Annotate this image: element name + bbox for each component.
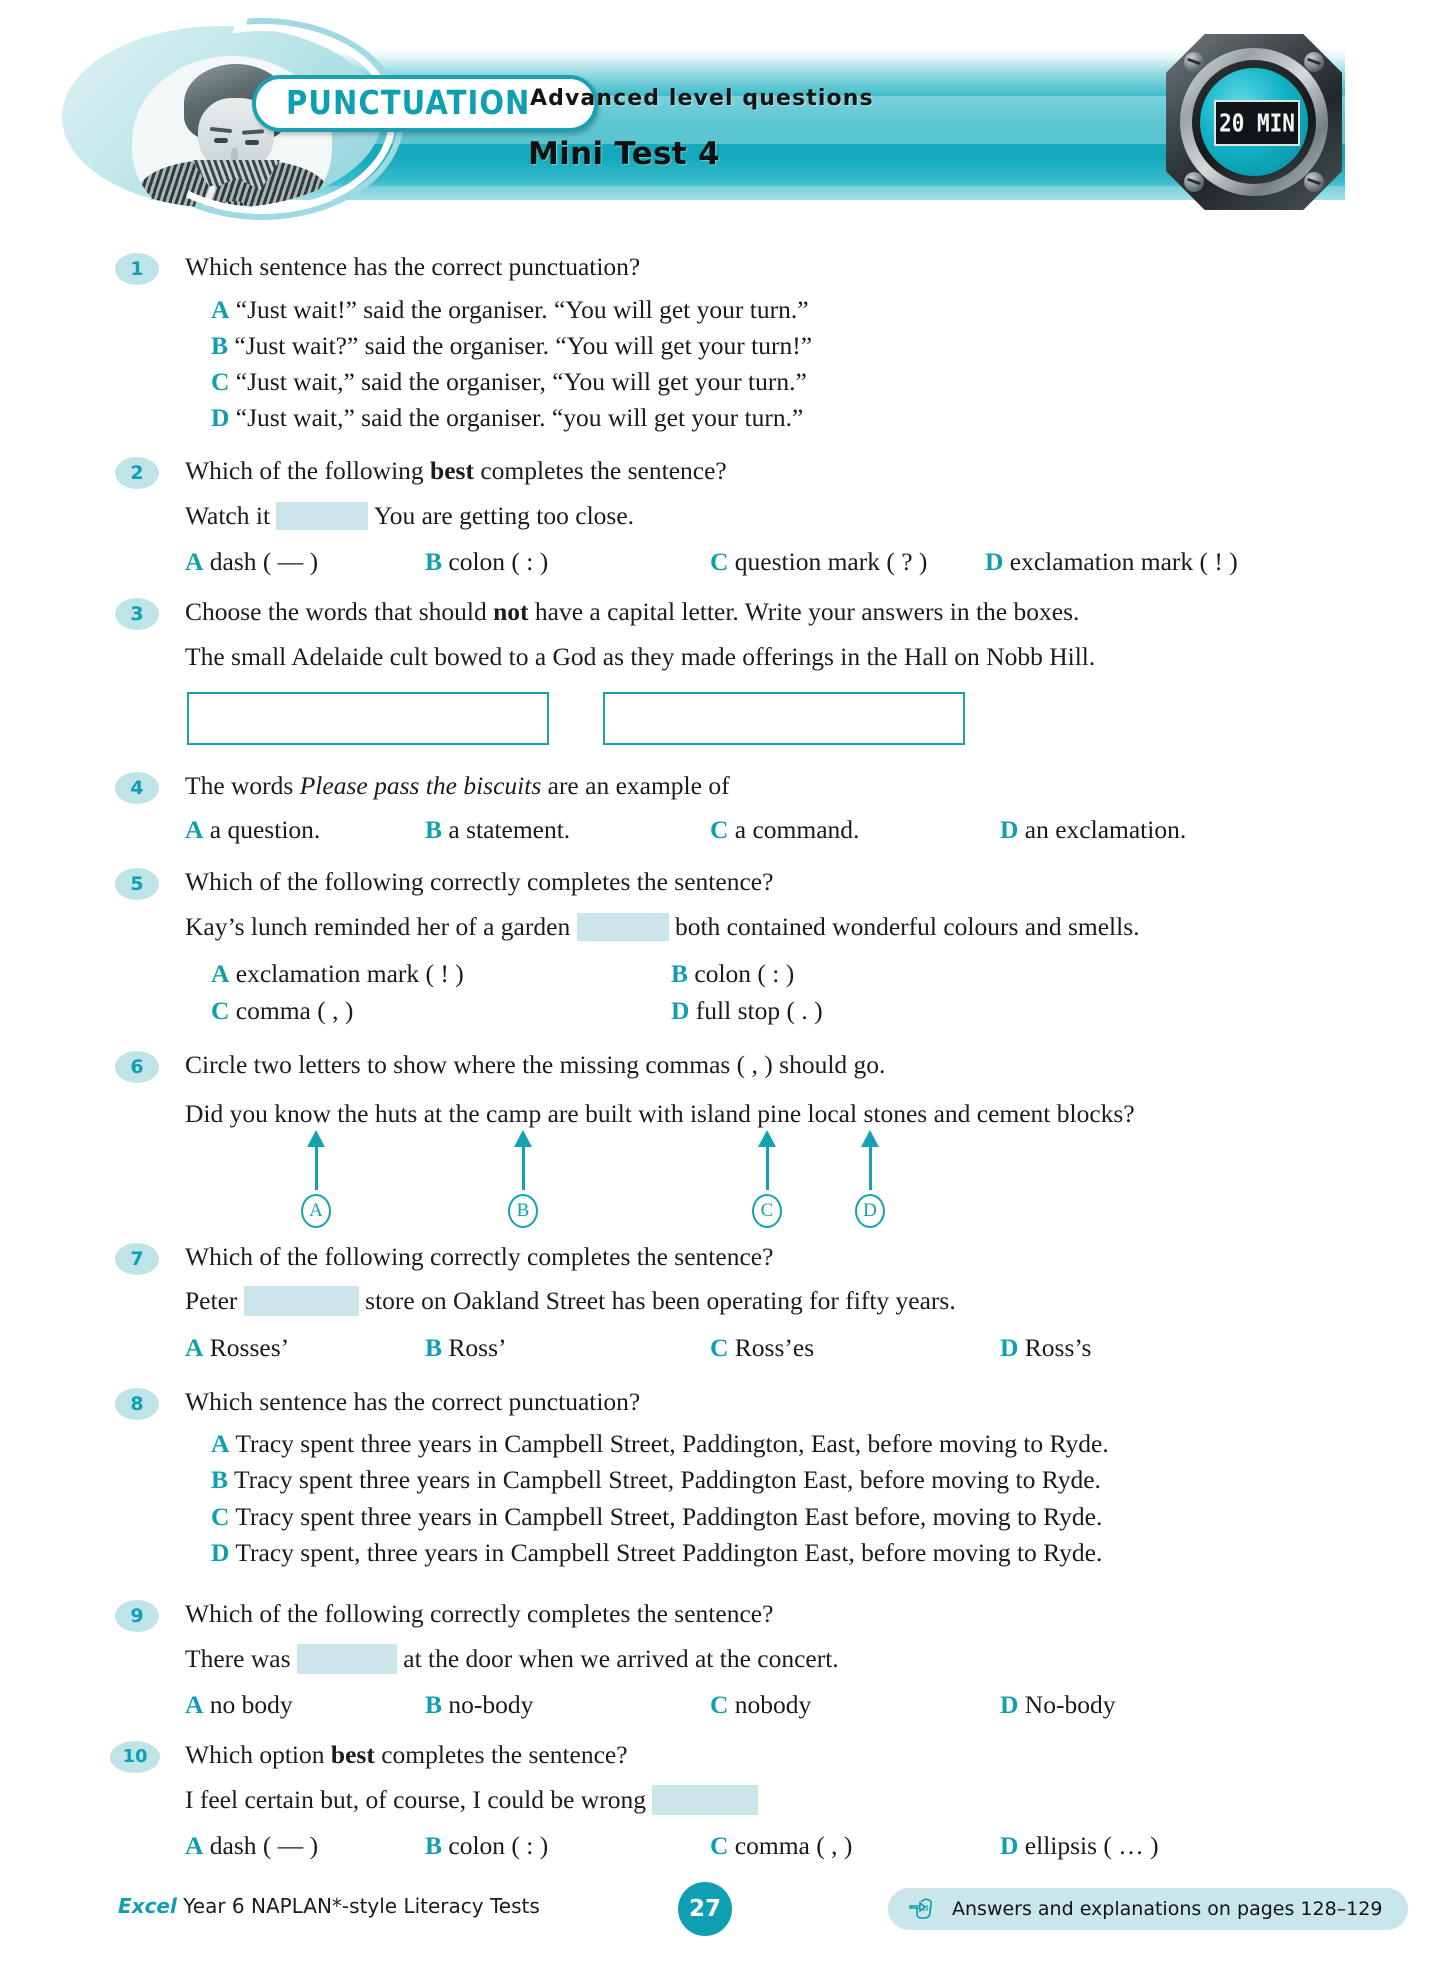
question-number: 9: [115, 1600, 159, 1632]
option-letter: A: [185, 1689, 204, 1719]
option-row[interactable]: [425, 1333, 710, 1363]
option-text: “Just wait,” said the organiser, “You will get your turn.”: [235, 367, 807, 397]
screw-icon: [1184, 172, 1204, 192]
marker-stem: [869, 1146, 872, 1190]
option-letter: A: [185, 1332, 204, 1362]
option-list: [185, 292, 1445, 437]
option-row[interactable]: [185, 547, 425, 577]
option-letter: D: [1000, 1332, 1019, 1362]
prompt-post: are an example of: [541, 771, 730, 801]
question-8: [0, 1385, 1445, 1571]
stem-post: store on Oakland Street has been operating for fifty years.: [365, 1286, 956, 1316]
option-letter: A: [185, 814, 204, 844]
question-1: [0, 250, 1445, 436]
pointing-hand-icon: [908, 1897, 938, 1921]
option-row[interactable]: [425, 547, 710, 577]
arrow-up-icon: [861, 1130, 879, 1147]
question-number: 3: [115, 598, 159, 630]
option-text: ellipsis ( … ): [1024, 1830, 1159, 1860]
brand-name: Excel: [118, 1894, 177, 1918]
question-prompt: Which sentence has the correct punctuation?: [185, 252, 641, 281]
option-letter: D: [671, 995, 690, 1025]
option-list: [185, 547, 1445, 577]
option-letter: B: [425, 1830, 443, 1860]
footer-series-label: [118, 1894, 540, 1918]
option-text: No-body: [1024, 1689, 1116, 1719]
option-text: colon ( : ): [448, 1830, 549, 1860]
question-stem: [185, 497, 1445, 535]
option-letter: A: [185, 547, 204, 577]
question-10: [0, 1738, 1445, 1861]
series-name: Year 6 NAPLAN*-style Literacy Tests: [176, 1894, 540, 1918]
arrow-up-icon: [514, 1130, 532, 1147]
question-prompt: Which of the following correctly completes the sentence?: [185, 1241, 774, 1271]
option-row[interactable]: [185, 1831, 425, 1861]
option-text: a command.: [734, 814, 860, 844]
option-letter: D: [1000, 1830, 1019, 1860]
question-3: [0, 595, 1445, 745]
comma-marker-c[interactable]: [744, 1136, 790, 1228]
prompt-pre: The words: [185, 771, 300, 801]
question-stem: [185, 1640, 1445, 1678]
marker-stem: [315, 1146, 318, 1190]
marker-letter[interactable]: B: [508, 1194, 538, 1228]
question-2: [0, 454, 1445, 577]
answer-blank[interactable]: [244, 1286, 359, 1316]
option-letter: B: [425, 547, 443, 577]
marker-stem: [766, 1146, 769, 1190]
option-row[interactable]: [185, 364, 1445, 400]
question-prompt: Circle two letters to show where the missing commas ( , ) should go.: [185, 1049, 886, 1079]
question-stem: The small Adelaide cult bowed to a God as they made offerings in the Hall on Nobb Hill.: [185, 642, 1096, 672]
comma-marker-b[interactable]: [500, 1136, 546, 1228]
question-stem: Did you know the huts at the camp are built with island pine local stones and cement blocks?: [185, 1099, 1135, 1129]
option-letter: A: [185, 1830, 204, 1860]
option-text: Ross’es: [734, 1332, 815, 1362]
option-text: dash ( — ): [209, 1830, 319, 1860]
option-text: dash ( — ): [209, 547, 319, 577]
option-letter: C: [710, 1689, 729, 1719]
option-text: “Just wait?” said the organiser. “You will get your turn!”: [234, 330, 813, 360]
option-row[interactable]: [1000, 1690, 1115, 1720]
option-text: Tracy spent, three years in Campbell Street Paddington East, before moving to Ryde.: [235, 1537, 1103, 1567]
option-row[interactable]: [185, 956, 671, 993]
marker-letter[interactable]: D: [855, 1194, 885, 1228]
prompt-emphasis: best: [330, 1739, 375, 1769]
question-number: 2: [115, 457, 159, 489]
questions-container: [0, 238, 1445, 1865]
prompt-post: have a capital letter. Write your answers in the boxes.: [528, 597, 1080, 627]
answer-blank[interactable]: [652, 1785, 758, 1815]
arrow-up-icon: [758, 1130, 776, 1147]
option-letter: B: [671, 958, 689, 988]
option-letter: B: [425, 1689, 443, 1719]
stem-pre: Kay’s lunch reminded her of a garden: [185, 911, 571, 941]
option-text: Ross’s: [1024, 1332, 1092, 1362]
question-prompt: [185, 1738, 1445, 1772]
question-number: 10: [110, 1741, 160, 1773]
question-prompt: [185, 454, 1445, 488]
option-row[interactable]: [185, 993, 671, 1030]
stem-pre: Watch it: [185, 501, 271, 531]
prompt-pre: Which of the following: [185, 456, 431, 486]
prompt-emphasis: not: [493, 597, 529, 627]
question-stem: [185, 908, 1445, 946]
option-letter: C: [710, 814, 729, 844]
option-row[interactable]: [185, 1535, 1445, 1571]
marker-letter[interactable]: A: [301, 1194, 331, 1228]
option-list: [185, 1831, 1445, 1861]
option-text: comma ( , ): [734, 1830, 853, 1860]
question-number: 8: [115, 1388, 159, 1420]
prompt-italic-phrase: Please pass the biscuits: [299, 771, 542, 801]
page-title: Mini Test 4: [528, 136, 720, 172]
question-number: 7: [115, 1243, 159, 1275]
question-6: [0, 1048, 1445, 1228]
option-text: Tracy spent three years in Campbell Street, Paddington, East, before moving to Ryde.: [235, 1429, 1109, 1459]
question-prompt: Which of the following correctly completes the sentence?: [185, 866, 774, 896]
option-letter: C: [211, 1501, 230, 1531]
prompt-emphasis: best: [430, 456, 474, 486]
comma-marker-a[interactable]: [293, 1136, 339, 1228]
option-text: Tracy spent three years in Campbell Street, Paddington East, before moving to Ryde.: [233, 1465, 1101, 1495]
option-text: Rosses’: [209, 1332, 290, 1362]
option-row[interactable]: [710, 1690, 1000, 1720]
option-letter: D: [211, 403, 230, 433]
question-prompt: [185, 769, 1445, 803]
answer-box-group: [185, 692, 1445, 745]
option-row[interactable]: [185, 1426, 1445, 1462]
answer-box[interactable]: [603, 692, 965, 745]
stem-pre: I feel certain but, of course, I could be wrong: [185, 1784, 646, 1814]
option-list: [185, 1426, 1445, 1571]
option-text: nobody: [734, 1689, 812, 1719]
option-row[interactable]: [1000, 815, 1186, 845]
option-letter: D: [1000, 1689, 1019, 1719]
answer-blank[interactable]: [297, 1644, 397, 1674]
timer-badge: [1166, 34, 1342, 210]
stem-pre: Peter: [185, 1286, 238, 1316]
option-letter: B: [211, 330, 229, 360]
page-header: [0, 0, 1445, 238]
option-list: [185, 1690, 1445, 1720]
option-text: comma ( , ): [235, 995, 354, 1025]
option-row[interactable]: [1000, 1831, 1159, 1861]
option-row-pair: [185, 956, 1445, 993]
prompt-pre: Choose the words that should: [185, 597, 494, 627]
question-prompt: Which sentence has the correct punctuation?: [185, 1386, 641, 1416]
stem-pre: There was: [185, 1643, 291, 1673]
option-letter: C: [211, 367, 230, 397]
answers-note-text: Answers and explanations on pages 128–129: [952, 1898, 1383, 1920]
option-row[interactable]: [185, 1690, 425, 1720]
arrow-up-icon: [307, 1130, 325, 1147]
option-text: exclamation mark ( ! ): [1009, 547, 1238, 577]
option-row[interactable]: [425, 1831, 710, 1861]
option-text: “Just wait!” said the organiser. “You will get your turn.”: [235, 294, 809, 324]
answer-blank[interactable]: [276, 502, 368, 530]
comma-marker-strip: [185, 1136, 1445, 1228]
option-letter: B: [425, 1332, 443, 1362]
option-row[interactable]: [185, 1499, 1445, 1535]
option-letter: D: [985, 547, 1004, 577]
option-text: no-body: [448, 1689, 534, 1719]
answers-note-pill: [888, 1888, 1408, 1930]
stem-post: at the door when we arrived at the concert.: [403, 1643, 839, 1673]
option-list: [185, 956, 1445, 1030]
prompt-pre: Which option: [185, 1739, 331, 1769]
level-label: Advanced level questions: [530, 86, 874, 111]
option-list: [185, 1333, 1445, 1363]
question-prompt: [185, 595, 1445, 629]
option-letter: B: [211, 1465, 229, 1495]
stem-post: both contained wonderful colours and smells.: [674, 911, 1140, 941]
option-letter: D: [211, 1537, 230, 1567]
option-row[interactable]: [425, 815, 710, 845]
option-letter: D: [1000, 814, 1019, 844]
page-footer: [0, 1880, 1445, 1950]
answer-blank[interactable]: [577, 913, 669, 941]
timer-lcd-text: 20 MIN: [1219, 108, 1295, 138]
option-row[interactable]: [671, 993, 823, 1030]
comma-marker-d[interactable]: [847, 1136, 893, 1228]
option-text: colon ( : ): [448, 547, 549, 577]
option-text: exclamation mark ( ! ): [235, 958, 464, 988]
option-letter: B: [425, 814, 443, 844]
option-row[interactable]: [185, 1333, 425, 1363]
question-stem: [185, 1282, 1445, 1320]
option-row[interactable]: [985, 547, 1238, 577]
option-row[interactable]: [185, 292, 1445, 328]
question-9: [0, 1597, 1445, 1720]
subject-pill-label: PUNCTUATION: [286, 83, 531, 122]
option-text: colon ( : ): [694, 958, 795, 988]
option-row[interactable]: [185, 400, 1445, 436]
option-letter: A: [211, 294, 230, 324]
option-row[interactable]: [425, 1690, 710, 1720]
option-letter: C: [710, 1332, 729, 1362]
screw-icon: [1304, 52, 1324, 72]
option-text: an exclamation.: [1024, 814, 1187, 844]
question-stem: [185, 1781, 1445, 1819]
option-letter: A: [211, 1429, 230, 1459]
option-text: “Just wait,” said the organiser. “you will get your turn.”: [235, 403, 804, 433]
question-5: [0, 865, 1445, 1030]
prompt-post: completes the sentence?: [473, 456, 727, 486]
option-letter: C: [710, 1830, 729, 1860]
option-letter: A: [211, 958, 230, 988]
option-row[interactable]: [710, 1333, 1000, 1363]
option-row[interactable]: [185, 328, 1445, 364]
question-number: 4: [115, 772, 159, 804]
question-7: [0, 1240, 1445, 1363]
option-row-pair: [185, 993, 1445, 1030]
marker-letter[interactable]: C: [752, 1194, 782, 1228]
option-text: no body: [209, 1689, 293, 1719]
option-letter: C: [710, 547, 729, 577]
question-number: 5: [115, 868, 159, 900]
question-4: [0, 769, 1445, 845]
option-text: a statement.: [448, 814, 571, 844]
prompt-post: completes the sentence?: [374, 1739, 628, 1769]
option-row[interactable]: [671, 956, 794, 993]
option-text: question mark ( ? ): [734, 547, 928, 577]
answer-box[interactable]: [187, 692, 549, 745]
option-row[interactable]: [710, 815, 1000, 845]
question-number: 6: [115, 1051, 159, 1083]
marker-stem: [522, 1146, 525, 1190]
option-row[interactable]: [1000, 1333, 1091, 1363]
option-list: [185, 815, 1445, 845]
screw-icon: [1304, 172, 1324, 192]
option-text: a question.: [209, 814, 321, 844]
option-letter: C: [211, 995, 230, 1025]
option-row[interactable]: [185, 1462, 1445, 1498]
option-row[interactable]: [185, 815, 425, 845]
option-text: Tracy spent three years in Campbell Street, Paddington East before, moving to Ryde.: [235, 1501, 1103, 1531]
option-text: full stop ( . ): [695, 995, 823, 1025]
page-number-badge: 27: [678, 1882, 732, 1936]
question-prompt: Which of the following correctly completes the sentence?: [185, 1599, 774, 1629]
option-row[interactable]: [710, 547, 985, 577]
option-row[interactable]: [710, 1831, 1000, 1861]
question-number: 1: [115, 253, 159, 285]
timer-lcd-display: [1214, 100, 1300, 146]
option-text: Ross’: [448, 1332, 507, 1362]
stem-post: You are getting too close.: [373, 501, 635, 531]
